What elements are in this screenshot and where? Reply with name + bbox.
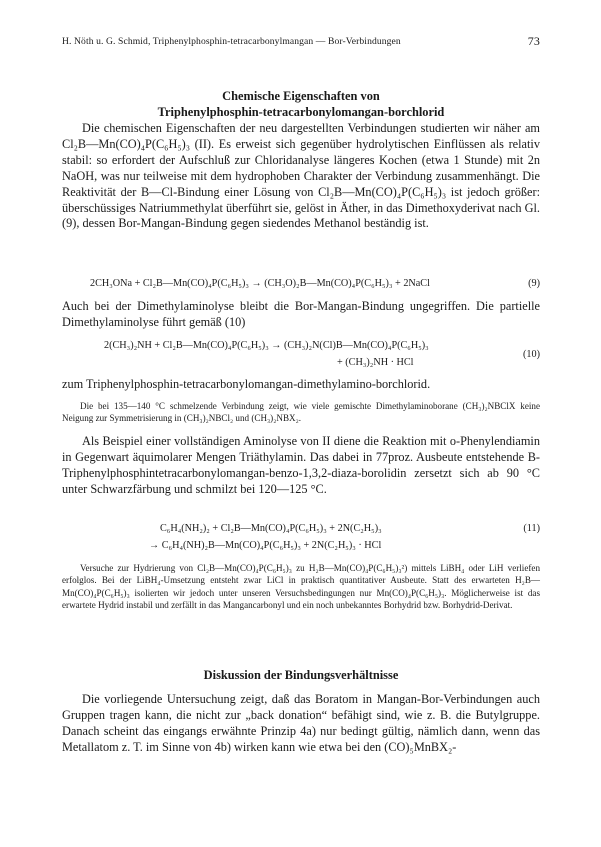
- equation-9: [62, 277, 540, 291]
- equation-11: [62, 522, 540, 554]
- equation-10-line-1: 2(CH₃)₂NH + Cl₂B—Mn(CO)₄P(C₆H₅)₃ → (CH₃)₂N(Cl)B—Mn(CO)₄P(C₆H₅)₃: [104, 340, 429, 351]
- section-heading-line-1: Chemische Eigenschaften von: [222, 89, 380, 103]
- small-print-note-2: Versuche zur Hydrierung von Cl₂B—Mn(CO)₄P(C₆H₅)₃ zu H₂B—Mn(CO)₄P(C₆H₅)₃²) mittels LiBH₄ oder LiH verliefen erfolglos. Bei der LiBH₄-Umsetzung entsteht zwar LiCl in praktisch quantitativer Ausbeute. Statt des erwarteten H₂B—Mn(CO)₄P(C₆H₅)₃ isolierten wir jedoch unter unseren Versuchsbedingungen nur Mn(CO)₄P(C₆H₅)₃. Möglicherweise ist das erwartete Hydrid instabil und zerfällt in das Mangancarbonyl und ein noch unbekanntes Borhydrid bzw. Borhydrid-Derivat.: [62, 563, 540, 611]
- paragraph-2: Auch bei der Dimethylaminolyse bleibt die Bor-Mangan-Bindung ungegriffen. Die partielle Dimethylaminolyse führt gemäß (10): [62, 299, 540, 329]
- equation-11-number: (11): [523, 523, 540, 534]
- section-heading-line-2: Triphenylphosphin-tetracarbonylomangan-borchlorid: [157, 105, 445, 119]
- paragraph-5: Die vorliegende Untersuchung zeigt, daß das Boratom in Mangan-Bor-Verbindungen auch Gruppen tragen kann, die nicht zur „back donation“ befähigt sind, wie z. B. die Butylgruppe. Danach scheint das eingangs erwähnte Prinzip 4a) nur bedingt gültig, nämlich dann, wenn das Metallatom z. T. im Sinne von 4b) wirken kann wie etwa bei den (CO)₅MnBX₂-: [62, 692, 540, 754]
- equation-9-number: (9): [528, 278, 540, 289]
- page-number: 73: [527, 34, 540, 48]
- paragraph-3: zum Triphenylphosphin-tetracarbonylomangan-dimethylamino-borchlorid.: [62, 377, 431, 391]
- section-heading-bonding-discussion: Diskussion der Bindungsverhältnisse: [203, 668, 399, 682]
- equation-10-number: (10): [523, 349, 540, 360]
- section-heading-chemical-properties: [62, 88, 540, 120]
- running-header: [62, 36, 540, 47]
- small-print-note-1: Die bei 135—140 °C schmelzende Verbindung zeigt, wie viele gemischte Dimethylaminoborane (CH₃)₂NBClX keine Neigung zur Symmetrisierung in (CH₃)₂NBCl₂ und (CH₃)₂NBX₂.: [62, 401, 540, 424]
- paragraph-4: Als Beispiel einer vollständigen Aminolyse von II diene die Reaktion mit o-Phenylendiamin in Gegenwart äquimolarer Mengen Triäthylamin. Das dabei in 77proz. Ausbeute entstehende B-Triphenylphosphintetracarbonylomangan-benzo-1,3,2-diaza-borolidin zersetzt sich ab 90 °C unter Schwarzfärbung und schmilzt bei 120—125 °C.: [62, 434, 540, 496]
- equation-11-line-2: → C₆H₄(NH)₂B—Mn(CO)₄P(C₆H₅)₃ + 2N(C₂H₅)₃ · HCl: [149, 540, 382, 551]
- equation-11-line-1: C₆H₄(NH₂)₂ + Cl₂B—Mn(CO)₄P(C₆H₅)₃ + 2N(C₂H₅)₃: [160, 523, 382, 534]
- paragraph-1: Die chemischen Eigenschaften der neu dargestellten Verbindungen studierten wir näher am Cl₂B—Mn(CO)₄P(C₆H₅)₃ (II). Es erweist sich gegenüber hydrolytischen Einflüssen als relativ stabil: so erfordert der Aufschluß zur Chloridanalyse längeres Kochen (etwa 1 Stunde) mit 2n NaOH, was nur teilweise mit dem hydrophoben Charakter der Verbindung zusammenhängt. Die Reaktivität der B—Cl-Bindung einer Lösung von Cl₂B—Mn(CO)₄P(C₆H₅)₃ ist jedoch größer: überschüssiges Natriummethylat überführt sie, gelöst in Äther, in das Dimethoxyderivat nach Gl. (9), dessen Bor-Mangan-Bindung gegen siedendes Methanol beständig ist.: [62, 121, 540, 231]
- running-title: H. Nöth u. G. Schmid, Triphenylphosphin-tetracarbonylmangan — Bor-Verbindungen: [62, 36, 401, 47]
- equation-9-text: 2CH₃ONa + Cl₂B—Mn(CO)₄P(C₆H₅)₃ → (CH₃O)₂B—Mn(CO)₄P(C₆H₅)₃ + 2NaCl: [90, 278, 430, 289]
- equation-10: [62, 339, 540, 369]
- equation-10-line-2: + (CH₃)₂NH · HCl: [337, 357, 414, 368]
